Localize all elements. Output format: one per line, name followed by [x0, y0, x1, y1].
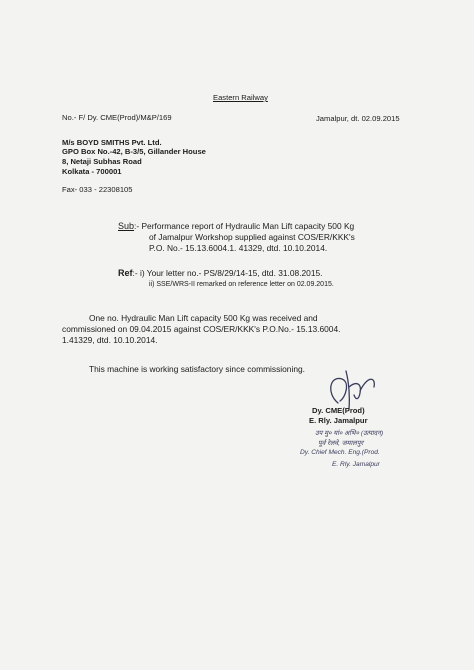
subject-label: Sub — [118, 221, 135, 231]
fax-number: Fax- 033 - 22308105 — [62, 185, 133, 194]
subject-line-3: P.O. No.- 15.13.6004.1. 41329, dtd. 10.10.2014. — [149, 243, 328, 253]
stamp-line-1: उप मु० यां० अभि० (उत्पादन) — [315, 430, 384, 437]
closing-statement: This machine is working satisfactory since commissioning. — [89, 364, 305, 374]
stamp-line-4: E. Rly. Jamalpur — [332, 461, 380, 468]
body-line-1: One no. Hydraulic Man Lift capacity 500 Kg was received and — [89, 313, 318, 323]
reference-line-1 — [118, 268, 322, 278]
stamp-line-2: पूर्व रेलवे, जमालपुर — [318, 440, 364, 447]
addressee-line-1: M/s BOYD SMITHS Pvt. Ltd. — [62, 138, 162, 147]
subject-line-1 — [118, 221, 354, 231]
reference-line-2: ii) SSE/WRS-II remarked on reference letter on 02.09.2015. — [149, 281, 334, 288]
reference-text-1: :- i) Your letter no.- PS/8/29/14-15, dtd. 31.08.2015. — [132, 268, 323, 278]
subject-line-2: of Jamalpur Workshop supplied against COS/ER/KKK's — [149, 232, 355, 242]
subject-text-1: :- Performance report of Hydraulic Man Lift capacity 500 Kg — [134, 221, 355, 231]
body-line-2: commissioned on 09.04.2015 against COS/ER/KKK's P.O.No.- 15.13.6004. — [62, 324, 341, 334]
addressee-line-2: GPO Box No.-42, B-3/5, Gillander House — [62, 147, 206, 156]
reference-label: Ref — [118, 268, 133, 278]
letter-heading: Eastern Railway — [213, 93, 268, 102]
signatory-title: Dy. CME(Prod) — [312, 406, 365, 415]
letter-date: Jamalpur, dt. 02.09.2015 — [316, 114, 400, 123]
signatory-location: E. Rly. Jamalpur — [309, 416, 368, 425]
body-line-3: 1.41329, dtd. 10.10.2014. — [62, 335, 158, 345]
addressee-line-4: Kolkata - 700001 — [62, 167, 122, 176]
reference-number: No.- F/ Dy. CME(Prod)/M&P/169 — [62, 113, 172, 122]
stamp-line-3: Dy. Chief Mech. Eng.(Prod. — [300, 449, 380, 456]
addressee-line-3: 8, Netaji Subhas Road — [62, 157, 142, 166]
